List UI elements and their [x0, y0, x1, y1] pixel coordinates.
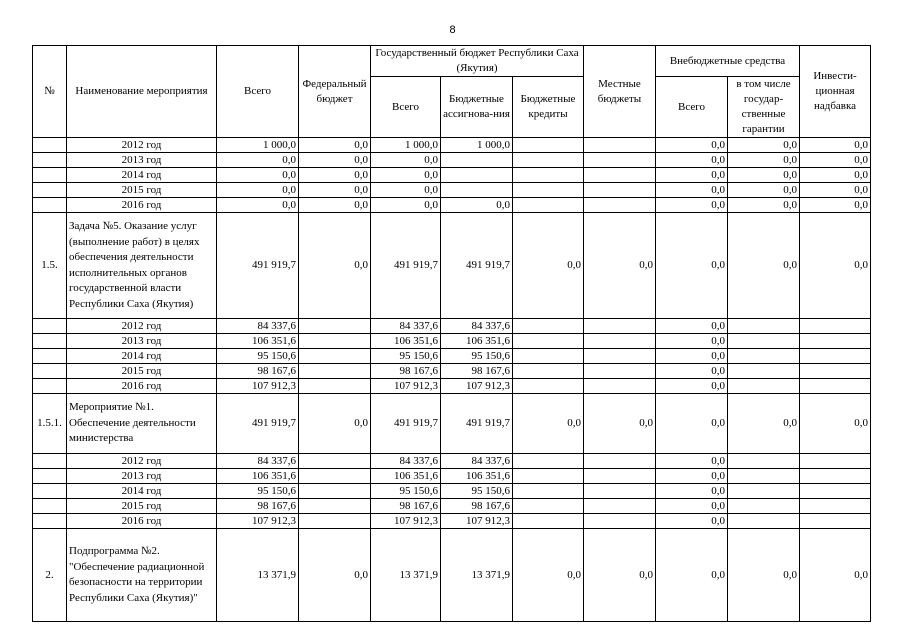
row-number [33, 334, 67, 349]
cell-total: 491 919,7 [217, 394, 299, 454]
year-label: 2012 год [67, 319, 217, 334]
cell-federal [299, 514, 371, 529]
cell-extra-total: 0,0 [656, 529, 728, 622]
cell-rs-credits [513, 334, 584, 349]
year-label: 2015 год [67, 499, 217, 514]
cell-extra-guar [728, 499, 800, 514]
cell-rs-alloc: 107 912,3 [441, 379, 513, 394]
row-number [33, 514, 67, 529]
cell-local [584, 469, 656, 484]
cell-total: 106 351,6 [217, 469, 299, 484]
cell-extra-total: 0,0 [656, 349, 728, 364]
cell-invest: 0,0 [800, 529, 871, 622]
year-label: 2014 год [67, 349, 217, 364]
cell-rs-credits: 0,0 [513, 394, 584, 454]
cell-total: 0,0 [217, 153, 299, 168]
cell-rs-credits [513, 364, 584, 379]
year-label: 2014 год [67, 168, 217, 183]
cell-federal [299, 484, 371, 499]
row-number [33, 319, 67, 334]
cell-rs-alloc [441, 168, 513, 183]
cell-rs-credits [513, 469, 584, 484]
cell-federal: 0,0 [299, 153, 371, 168]
cell-extra-guar [728, 484, 800, 499]
cell-total: 84 337,6 [217, 454, 299, 469]
cell-local [584, 499, 656, 514]
cell-local [584, 349, 656, 364]
cell-federal [299, 334, 371, 349]
cell-rs-credits: 0,0 [513, 213, 584, 319]
cell-extra-guar: 0,0 [728, 213, 800, 319]
cell-total: 1 000,0 [217, 138, 299, 153]
cell-rs-total: 13 371,9 [371, 529, 441, 622]
cell-rs-total: 0,0 [371, 153, 441, 168]
header-extra-group: Внебюджетные средства [656, 46, 800, 77]
cell-rs-alloc [441, 183, 513, 198]
header-rs-credits: Бюджетные кредиты [513, 77, 584, 138]
cell-federal: 0,0 [299, 394, 371, 454]
cell-rs-total: 1 000,0 [371, 138, 441, 153]
item-row [33, 394, 871, 454]
year-row [33, 183, 871, 198]
year-label: 2013 год [67, 153, 217, 168]
cell-invest: 0,0 [800, 394, 871, 454]
item-row [33, 529, 871, 622]
cell-total: 0,0 [217, 168, 299, 183]
cell-local [584, 514, 656, 529]
cell-total: 95 150,6 [217, 484, 299, 499]
cell-invest [800, 469, 871, 484]
cell-extra-guar [728, 334, 800, 349]
cell-rs-total: 0,0 [371, 183, 441, 198]
header-federal: Федеральный бюджет [299, 46, 371, 138]
cell-local [584, 319, 656, 334]
year-label: 2013 год [67, 334, 217, 349]
cell-rs-total: 98 167,6 [371, 364, 441, 379]
cell-rs-total: 106 351,6 [371, 334, 441, 349]
cell-rs-credits: 0,0 [513, 529, 584, 622]
year-row [33, 168, 871, 183]
year-row [33, 153, 871, 168]
year-row [33, 454, 871, 469]
cell-invest [800, 319, 871, 334]
cell-local [584, 198, 656, 213]
cell-extra-guar [728, 364, 800, 379]
year-label: 2016 год [67, 379, 217, 394]
cell-federal: 0,0 [299, 198, 371, 213]
cell-extra-total: 0,0 [656, 514, 728, 529]
cell-federal [299, 469, 371, 484]
cell-rs-credits [513, 183, 584, 198]
row-number [33, 364, 67, 379]
year-row [33, 379, 871, 394]
page-number: 8 [449, 24, 456, 36]
cell-rs-credits [513, 153, 584, 168]
cell-rs-total: 106 351,6 [371, 469, 441, 484]
year-row [33, 138, 871, 153]
cell-rs-alloc [441, 153, 513, 168]
cell-federal [299, 364, 371, 379]
cell-extra-guar: 0,0 [728, 168, 800, 183]
cell-rs-total: 491 919,7 [371, 213, 441, 319]
row-number [33, 484, 67, 499]
row-number [33, 183, 67, 198]
cell-rs-alloc: 491 919,7 [441, 213, 513, 319]
year-label: 2016 год [67, 198, 217, 213]
row-number: 2. [33, 529, 67, 622]
cell-local [584, 168, 656, 183]
cell-extra-guar [728, 379, 800, 394]
cell-federal: 0,0 [299, 183, 371, 198]
cell-rs-alloc: 106 351,6 [441, 334, 513, 349]
year-row [33, 334, 871, 349]
cell-invest: 0,0 [800, 153, 871, 168]
cell-invest [800, 349, 871, 364]
cell-local: 0,0 [584, 529, 656, 622]
row-number [33, 168, 67, 183]
cell-rs-credits [513, 349, 584, 364]
cell-extra-guar: 0,0 [728, 183, 800, 198]
cell-extra-total: 0,0 [656, 469, 728, 484]
cell-rs-alloc: 107 912,3 [441, 514, 513, 529]
cell-federal [299, 499, 371, 514]
header-invest: Инвести-ционная надбавка [800, 46, 871, 138]
cell-invest: 0,0 [800, 198, 871, 213]
row-number [33, 138, 67, 153]
cell-extra-total: 0,0 [656, 334, 728, 349]
cell-local: 0,0 [584, 394, 656, 454]
cell-total: 107 912,3 [217, 514, 299, 529]
cell-extra-guar [728, 454, 800, 469]
row-number: 1.5.1. [33, 394, 67, 454]
cell-invest: 0,0 [800, 213, 871, 319]
cell-federal [299, 454, 371, 469]
cell-extra-guar: 0,0 [728, 529, 800, 622]
cell-federal [299, 349, 371, 364]
cell-rs-credits [513, 484, 584, 499]
cell-extra-total: 0,0 [656, 499, 728, 514]
cell-rs-credits [513, 168, 584, 183]
header-rs-total: Всего [371, 77, 441, 138]
row-number [33, 198, 67, 213]
cell-extra-guar [728, 319, 800, 334]
cell-extra-guar: 0,0 [728, 138, 800, 153]
cell-rs-alloc: 106 351,6 [441, 469, 513, 484]
header-extra-guar: в том числе государ-ственные гарантии [728, 77, 800, 138]
cell-rs-total: 84 337,6 [371, 454, 441, 469]
year-label: 2015 год [67, 364, 217, 379]
cell-invest [800, 364, 871, 379]
cell-total: 98 167,6 [217, 364, 299, 379]
cell-extra-total: 0,0 [656, 168, 728, 183]
year-row [33, 469, 871, 484]
cell-extra-guar: 0,0 [728, 153, 800, 168]
cell-rs-total: 491 919,7 [371, 394, 441, 454]
row-number [33, 499, 67, 514]
cell-invest [800, 334, 871, 349]
cell-local [584, 138, 656, 153]
year-row [33, 319, 871, 334]
cell-extra-guar: 0,0 [728, 394, 800, 454]
header-no: № [33, 46, 67, 138]
cell-total: 106 351,6 [217, 334, 299, 349]
cell-rs-total: 107 912,3 [371, 514, 441, 529]
item-name: Мероприятие №1. Обеспечение деятельности министерства [67, 394, 217, 454]
cell-extra-total: 0,0 [656, 394, 728, 454]
row-number [33, 153, 67, 168]
cell-rs-alloc: 491 919,7 [441, 394, 513, 454]
cell-rs-alloc: 95 150,6 [441, 349, 513, 364]
cell-invest: 0,0 [800, 183, 871, 198]
row-number: 1.5. [33, 213, 67, 319]
year-label: 2013 год [67, 469, 217, 484]
cell-federal [299, 319, 371, 334]
cell-rs-credits [513, 198, 584, 213]
cell-extra-total: 0,0 [656, 138, 728, 153]
cell-invest: 0,0 [800, 138, 871, 153]
cell-extra-total: 0,0 [656, 198, 728, 213]
year-label: 2016 год [67, 514, 217, 529]
cell-extra-total: 0,0 [656, 484, 728, 499]
cell-total: 0,0 [217, 183, 299, 198]
cell-total: 13 371,9 [217, 529, 299, 622]
header-name: Наименование мероприятия [67, 46, 217, 138]
cell-invest [800, 454, 871, 469]
cell-rs-alloc: 84 337,6 [441, 454, 513, 469]
cell-total: 95 150,6 [217, 349, 299, 364]
header-local: Местные бюджеты [584, 46, 656, 138]
cell-extra-total: 0,0 [656, 364, 728, 379]
cell-rs-credits [513, 514, 584, 529]
year-row [33, 484, 871, 499]
cell-rs-alloc: 98 167,6 [441, 364, 513, 379]
year-row [33, 514, 871, 529]
cell-invest [800, 379, 871, 394]
cell-federal: 0,0 [299, 138, 371, 153]
cell-rs-alloc: 95 150,6 [441, 484, 513, 499]
cell-local: 0,0 [584, 213, 656, 319]
row-number [33, 379, 67, 394]
cell-rs-alloc: 13 371,9 [441, 529, 513, 622]
cell-rs-total: 98 167,6 [371, 499, 441, 514]
cell-rs-credits [513, 499, 584, 514]
cell-rs-alloc: 84 337,6 [441, 319, 513, 334]
item-name: Задача №5. Оказание услуг (выполнение работ) в целях обеспечения деятельности исполнительных органов государственной власти Республики Саха (Якутия) [67, 213, 217, 319]
cell-local [584, 454, 656, 469]
header-rs-budget-group: Государственный бюджет Республики Саха (Якутия) [371, 46, 584, 77]
cell-total: 491 919,7 [217, 213, 299, 319]
cell-rs-total: 107 912,3 [371, 379, 441, 394]
cell-rs-credits [513, 379, 584, 394]
year-label: 2012 год [67, 138, 217, 153]
cell-federal: 0,0 [299, 213, 371, 319]
cell-extra-total: 0,0 [656, 153, 728, 168]
cell-local [584, 334, 656, 349]
cell-extra-guar [728, 349, 800, 364]
cell-local [584, 153, 656, 168]
budget-table [32, 45, 871, 622]
item-name: Подпрограмма №2. "Обеспечение радиационной безопасности на территории Республики Саха (Якутия)" [67, 529, 217, 622]
cell-extra-guar: 0,0 [728, 198, 800, 213]
cell-local [584, 484, 656, 499]
cell-local [584, 364, 656, 379]
row-number [33, 469, 67, 484]
row-number [33, 454, 67, 469]
item-row [33, 213, 871, 319]
header-rs-alloc: Бюджетные ассигнова-ния [441, 77, 513, 138]
cell-extra-total: 0,0 [656, 454, 728, 469]
cell-federal: 0,0 [299, 168, 371, 183]
cell-invest: 0,0 [800, 168, 871, 183]
cell-federal: 0,0 [299, 529, 371, 622]
year-row [33, 198, 871, 213]
year-label: 2012 год [67, 454, 217, 469]
cell-invest [800, 514, 871, 529]
cell-total: 0,0 [217, 198, 299, 213]
cell-rs-total: 84 337,6 [371, 319, 441, 334]
cell-invest [800, 499, 871, 514]
cell-extra-total: 0,0 [656, 213, 728, 319]
year-row [33, 349, 871, 364]
cell-extra-total: 0,0 [656, 379, 728, 394]
cell-total: 98 167,6 [217, 499, 299, 514]
cell-extra-total: 0,0 [656, 183, 728, 198]
cell-invest [800, 484, 871, 499]
cell-rs-credits [513, 138, 584, 153]
cell-extra-guar [728, 469, 800, 484]
cell-rs-alloc: 1 000,0 [441, 138, 513, 153]
year-row [33, 499, 871, 514]
cell-rs-alloc: 0,0 [441, 198, 513, 213]
year-label: 2014 год [67, 484, 217, 499]
year-row [33, 364, 871, 379]
cell-federal [299, 379, 371, 394]
header-extra-total: Всего [656, 77, 728, 138]
cell-extra-total: 0,0 [656, 319, 728, 334]
header-total: Всего [217, 46, 299, 138]
cell-rs-total: 95 150,6 [371, 349, 441, 364]
year-label: 2015 год [67, 183, 217, 198]
cell-rs-credits [513, 454, 584, 469]
cell-total: 84 337,6 [217, 319, 299, 334]
cell-rs-total: 0,0 [371, 198, 441, 213]
cell-total: 107 912,3 [217, 379, 299, 394]
cell-rs-alloc: 98 167,6 [441, 499, 513, 514]
cell-extra-guar [728, 514, 800, 529]
cell-rs-total: 0,0 [371, 168, 441, 183]
cell-rs-total: 95 150,6 [371, 484, 441, 499]
cell-local [584, 379, 656, 394]
cell-local [584, 183, 656, 198]
row-number [33, 349, 67, 364]
cell-rs-credits [513, 319, 584, 334]
